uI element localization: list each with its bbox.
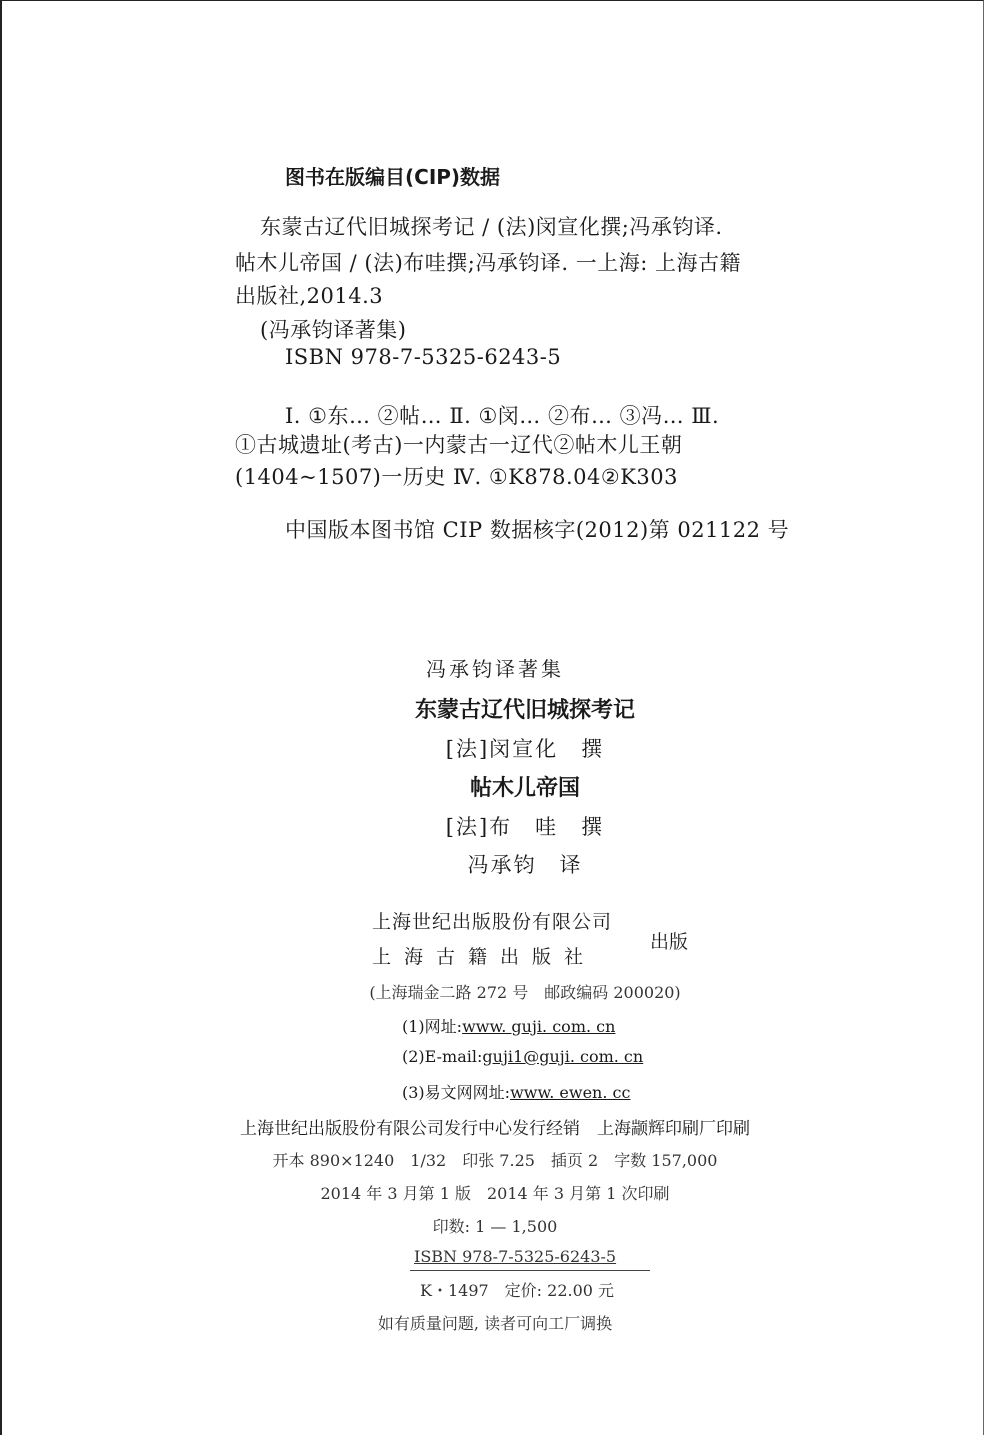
email-link[interactable]: guji1@guji. com. cn bbox=[482, 1047, 644, 1066]
cip-isbn: ISBN 978-7-5325-6243-5 bbox=[285, 345, 562, 369]
cip-heading: 图书在版编目(CIP)数据 bbox=[285, 165, 501, 189]
ewen-link[interactable]: www. ewen. cc bbox=[510, 1083, 631, 1102]
book-title-2: 帖木儿帝国 bbox=[469, 776, 580, 801]
publisher-name-1: 上海世纪出版股份有限公司 bbox=[372, 911, 613, 933]
cip-line: (冯承钧译著集) bbox=[260, 318, 407, 342]
cip-line: 出版社,2014.3 bbox=[235, 284, 384, 308]
author-1: [法]闵宣化 撰 bbox=[445, 737, 605, 761]
series-title: 冯承钧译著集 bbox=[426, 657, 564, 681]
cip-subject-line: (1404~1507)一历史 Ⅳ. ①K878.04②K303 bbox=[235, 465, 678, 489]
cip-subject-line: ①古城遗址(考古)一内蒙古一辽代②帖木儿王朝 bbox=[235, 433, 683, 457]
author-2: [法]布 哇 撰 bbox=[445, 815, 605, 839]
format-spec: 开本 890×1240 1/32 印张 7.25 插页 2 字数 157,000 bbox=[272, 1151, 718, 1170]
cip-line: 帖木儿帝国 / (法)布哇撰;冯承钧译. 一上海: 上海古籍 bbox=[235, 251, 741, 275]
email-label: (2)E-mail: bbox=[402, 1047, 483, 1066]
ewen-line bbox=[402, 1080, 630, 1103]
colophon-isbn: ISBN 978-7-5325-6243-5 bbox=[414, 1247, 617, 1266]
edition-info: 2014 年 3 月第 1 版 2014 年 3 月第 1 次印刷 bbox=[320, 1184, 670, 1203]
cip-approval-number: 中国版本图书馆 CIP 数据核字(2012)第 021122 号 bbox=[285, 518, 790, 542]
distribution-info: 上海世纪出版股份有限公司发行中心发行经销 上海颛辉印刷厂印刷 bbox=[240, 1119, 750, 1139]
price-info: K・1497 定价: 22.00 元 bbox=[420, 1281, 615, 1300]
divider bbox=[410, 1270, 650, 1271]
cip-subject-line: Ⅰ. ①东… ②帖… Ⅱ. ①闵… ②布… ③冯… Ⅲ. bbox=[285, 404, 720, 428]
email-line bbox=[402, 1047, 643, 1066]
print-run: 印数: 1 — 1,500 bbox=[432, 1217, 558, 1236]
quality-notice: 如有质量问题, 读者可向工厂调换 bbox=[377, 1314, 613, 1333]
translator: 冯承钧 译 bbox=[467, 853, 583, 877]
website-label: (1)网址: bbox=[402, 1017, 463, 1036]
publish-label: 出版 bbox=[650, 931, 689, 953]
book-title-1: 东蒙古辽代旧城探考记 bbox=[414, 698, 635, 723]
cip-line: 东蒙古辽代旧城探考记 / (法)闵宣化撰;冯承钧译. bbox=[260, 215, 723, 239]
ewen-label: (3)易文网网址: bbox=[402, 1083, 511, 1102]
website-link[interactable]: www. guji. com. cn bbox=[462, 1017, 616, 1036]
publisher-name-2: 上海古籍出版社 bbox=[372, 946, 597, 968]
website-line bbox=[402, 1014, 615, 1037]
publisher-address: (上海瑞金二路 272 号 邮政编码 200020) bbox=[369, 983, 681, 1002]
